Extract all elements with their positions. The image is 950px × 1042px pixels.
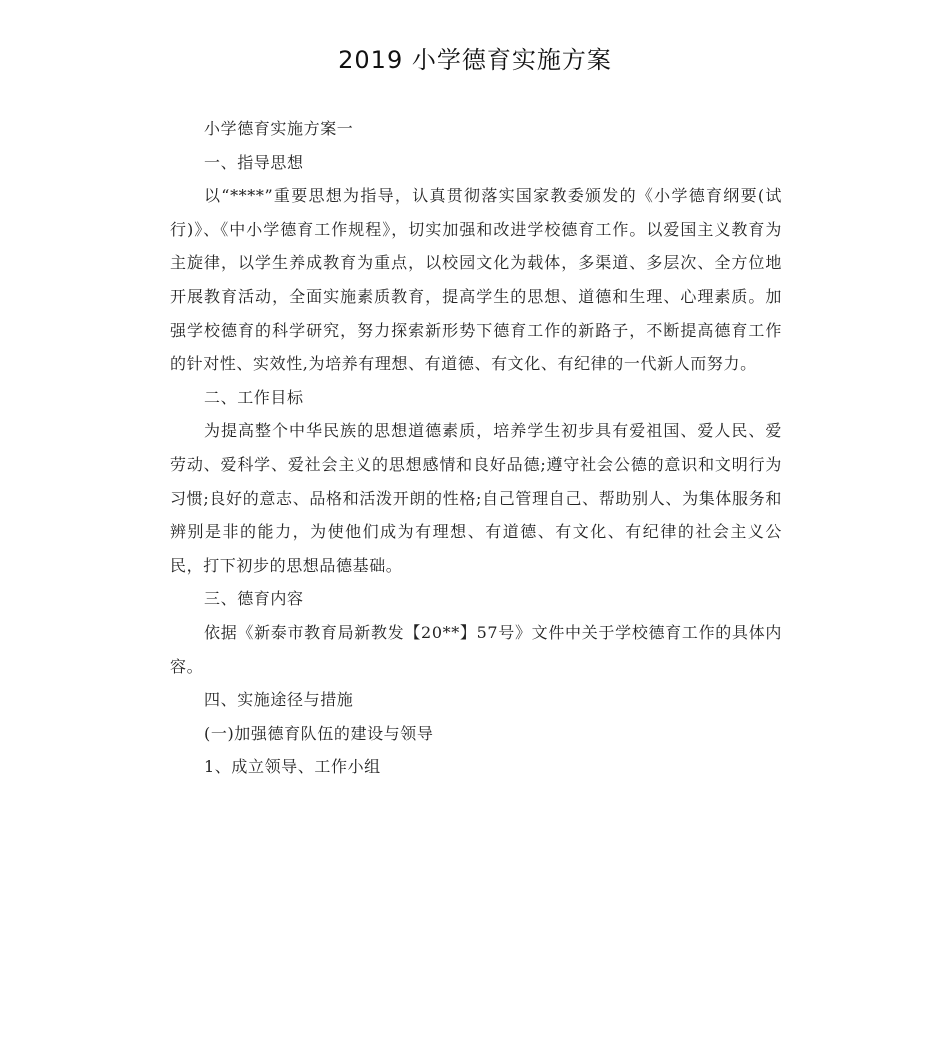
heading-team-building: (一)加强德育队伍的建设与领导 <box>204 723 434 743</box>
document-title: 2019 小学德育实施方案 <box>338 46 612 74</box>
paragraph-guiding-thought: 以“****”重要思想为指导，认真贯彻落实国家教委颁发的《小学德育纲要(试行)》、《中小学德育工作规程》，切实加强和改进学校德育工作。以爱国主义教育为主旋律，以学生养成教育为重点，以校园文化为载体，多渠道、多层次、全方位地开展教育活动，全面实施素质教育，提高学生的思想、道德和生理、心理素质。加强学校德育的科学研究，努力探索新形势下德育工作的新路子，不断提高德育工作的针对性、实效性,为培养有理想、有道德、有文化、有纪律的一代新人而努力。 <box>170 186 782 374</box>
heading-guiding-thought: 一、指导思想 <box>204 152 304 172</box>
heading-moral-content: 三、德育内容 <box>204 589 304 609</box>
heading-work-goals: 二、工作目标 <box>204 387 304 407</box>
document-body <box>170 112 782 784</box>
section-subtitle: 小学德育实施方案一 <box>204 119 354 138</box>
paragraph-work-goals: 为提高整个中华民族的思想道德素质，培养学生初步具有爱祖国、爱人民、爱劳动、爱科学、爱社会主义的思想感情和良好品德;遵守社会公德的意识和文明行为习惯;良好的意志、品格和活泼开朗的性格;自己管理自己、帮助别人、为集体服务和辨别是非的能力，为使他们成为有理想、有道德、有文化、有纪律的社会主义公民，打下初步的思想品德基础。 <box>170 421 782 575</box>
heading-leadership-group: 1、成立领导、工作小组 <box>204 757 381 777</box>
paragraph-moral-content: 依据《新泰市教育局新教发【20**】57号》文件中关于学校德育工作的具体内容。 <box>170 622 782 676</box>
heading-implementation: 四、实施途径与措施 <box>204 690 354 710</box>
